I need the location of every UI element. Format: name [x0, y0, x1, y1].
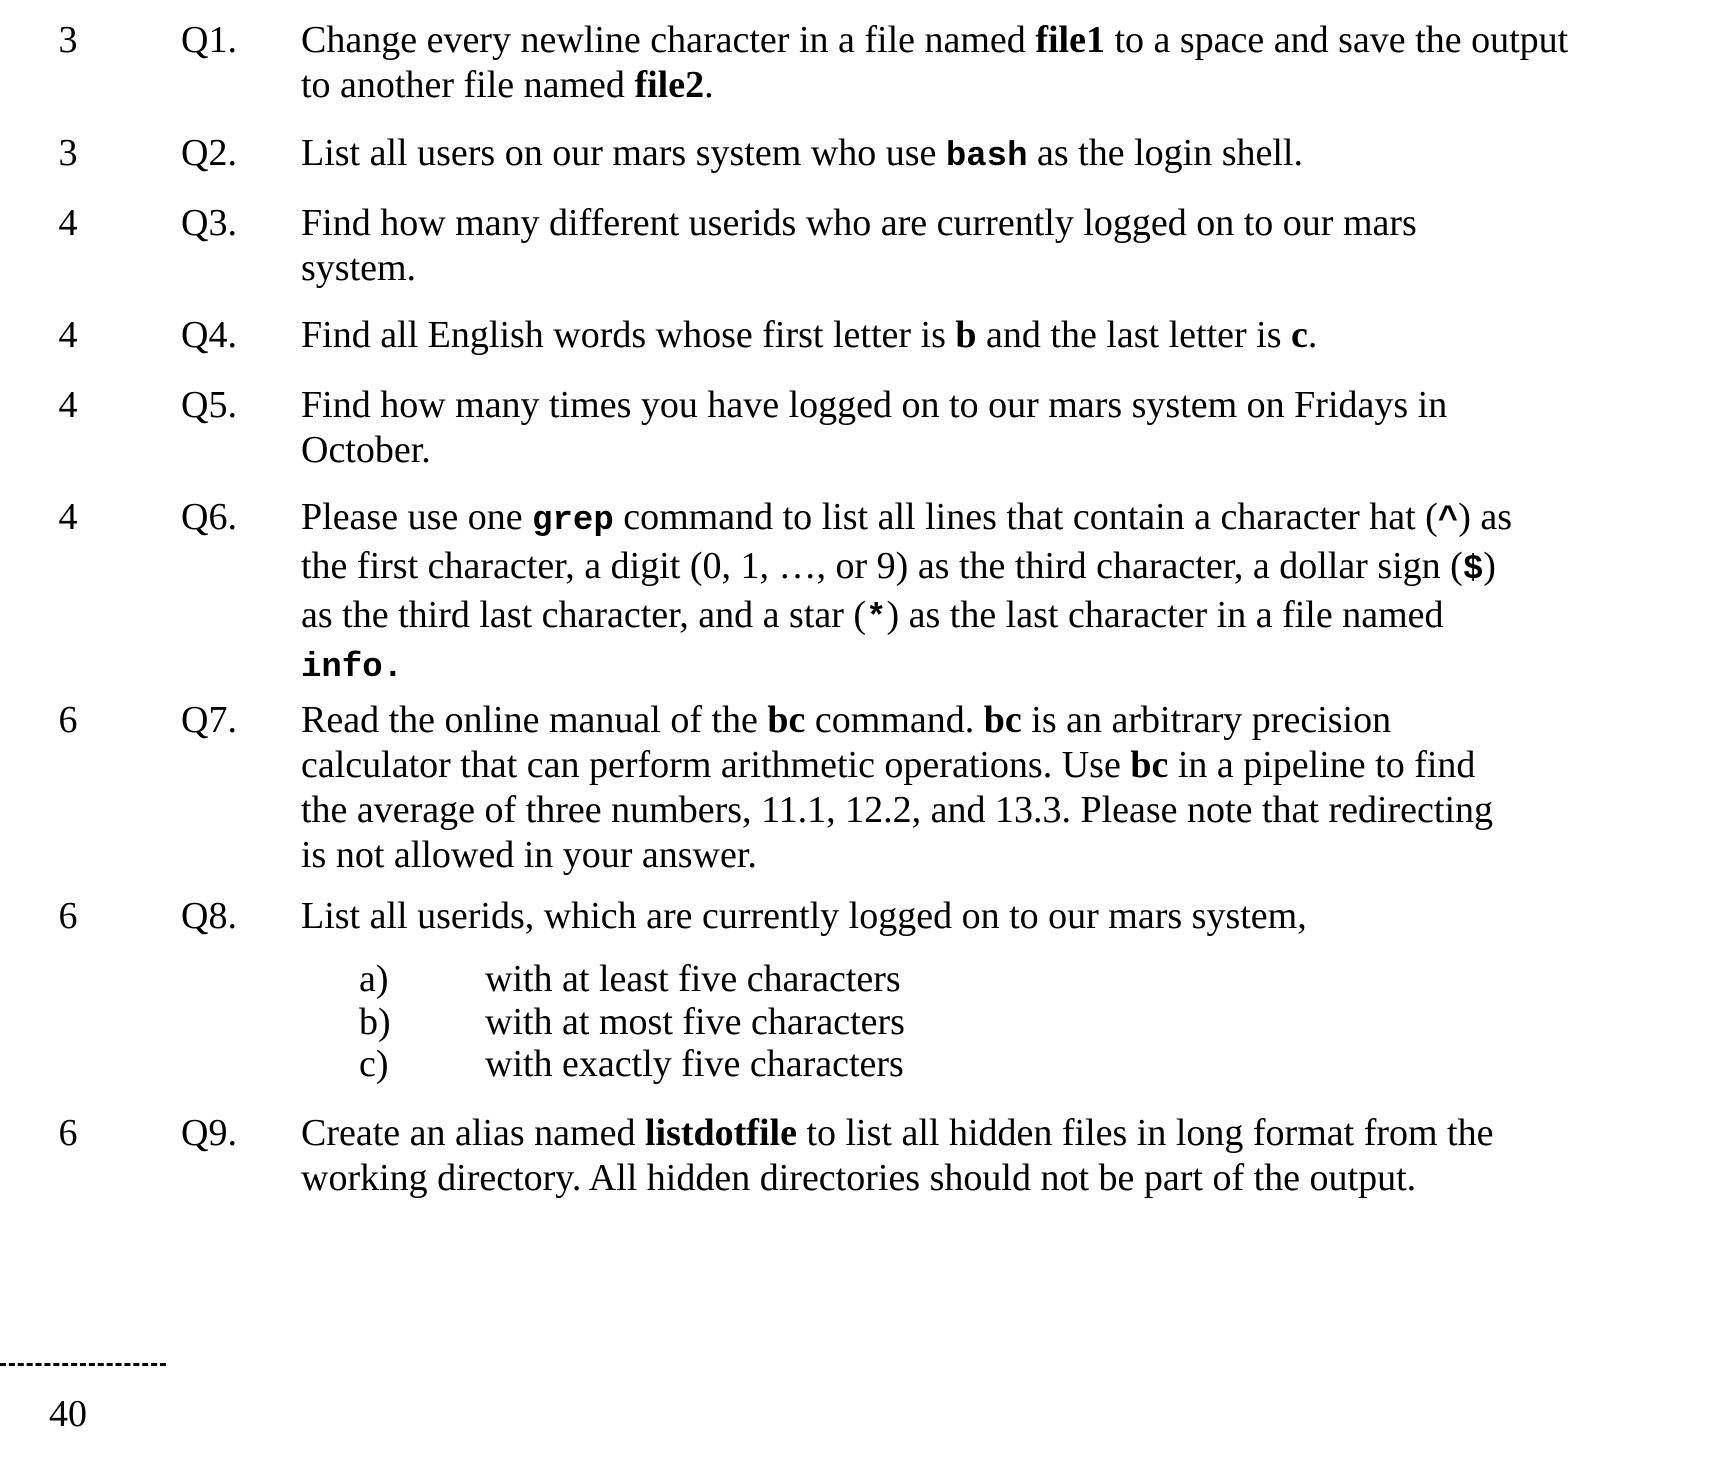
text-run: . [1307, 314, 1318, 356]
bold-term: file1 [1035, 19, 1105, 61]
text-run: working directory. All hidden directories should not be part of the output. [301, 1157, 1417, 1199]
text-run: to list all hidden files in long format from the [796, 1112, 1494, 1154]
question-text [301, 1111, 1701, 1201]
subitem-label: b) [359, 1001, 391, 1043]
bold-term: bc [983, 699, 1022, 741]
text-run: system. [301, 247, 417, 289]
text-run: List all users on our mars system who use [301, 132, 946, 174]
text-run: October. [301, 429, 431, 471]
text-run: Find how many different userids who are currently logged on to our mars [301, 202, 1417, 244]
points: 4 [58, 202, 78, 244]
points: 6 [58, 895, 78, 937]
code-term: * [866, 600, 887, 638]
question-text [301, 698, 1701, 878]
bold-term: c [1291, 314, 1308, 356]
text-run: command. [805, 699, 984, 741]
text-run: calculator that can perform arithmetic operations. Use [301, 744, 1131, 786]
question-text [301, 201, 1701, 291]
text-run: and the last letter is [976, 314, 1291, 356]
text-run: to a space and save the output [1104, 19, 1569, 61]
points: 3 [58, 19, 78, 61]
question-number: Q3. [181, 202, 237, 244]
text-run: Create an alias named [301, 1112, 645, 1154]
text-run: Find all English words whose first letter is [301, 314, 956, 356]
text-run: as the login shell. [1027, 132, 1303, 174]
text-run: Please use one [301, 496, 533, 538]
points: 6 [58, 699, 78, 741]
question-number: Q1. [181, 19, 237, 61]
question-number: Q6. [181, 496, 237, 538]
text-run: . [704, 64, 714, 106]
text-run: is not allowed in your answer. [301, 834, 757, 876]
text-run: ) as the last character in a file named [886, 594, 1444, 636]
text-run: Read the online manual of the [301, 699, 768, 741]
question-number: Q4. [181, 314, 237, 356]
points: 4 [58, 314, 78, 356]
text-run: as the third last character, and a star ( [301, 594, 867, 636]
question-text [301, 495, 1701, 691]
text-run: command to list all lines that contain a character hat ( [613, 496, 1438, 538]
question-number: Q9. [181, 1112, 237, 1154]
code-term: bash [945, 138, 1028, 176]
code-term: info. [301, 649, 404, 687]
code-term: $ [1462, 551, 1484, 589]
text-run: is an arbitrary precision [1021, 699, 1392, 741]
subitem-text: with at most five characters [485, 1001, 905, 1043]
text-run: the average of three numbers, 11.1, 12.2, and 13.3. Please note that redirecting [301, 789, 1494, 831]
text-run: ) as [1458, 496, 1513, 538]
bold-term: listdotfile [644, 1112, 797, 1154]
total-divider [0, 1363, 166, 1366]
points: 3 [58, 132, 78, 174]
text-run: List all userids, which are currently logged on to our mars system, [301, 895, 1307, 937]
bold-term: b [955, 314, 977, 356]
question-number: Q7. [181, 699, 237, 741]
text-run: Find how many times you have logged on to our mars system on Fridays in [301, 384, 1448, 426]
points: 4 [58, 496, 78, 538]
question-text [301, 18, 1701, 108]
text-run: Change every newline character in a file named [301, 19, 1036, 61]
subitem-text: with exactly five characters [485, 1043, 904, 1085]
text-run: in a pipeline to find [1168, 744, 1476, 786]
text-run: to another file named [301, 64, 635, 106]
question-text [301, 313, 1701, 358]
question-number: Q8. [181, 895, 237, 937]
question-number: Q5. [181, 384, 237, 426]
bold-term: file2 [634, 64, 705, 106]
subitem-label: a) [359, 958, 389, 1000]
subitem-label: c) [359, 1043, 389, 1085]
points: 4 [58, 384, 78, 426]
question-text [301, 383, 1701, 473]
total-points: 40 [49, 1393, 87, 1435]
bold-term: bc [1130, 744, 1169, 786]
question-text [301, 894, 1701, 939]
points: 6 [58, 1112, 78, 1154]
code-term: ^ [1437, 502, 1459, 540]
question-text [301, 131, 1701, 180]
bold-term: bc [767, 699, 806, 741]
code-term: grep [532, 502, 614, 540]
question-number: Q2. [181, 132, 237, 174]
text-run: the first character, a digit (0, 1, …, or 9) as the third character, a dollar sign ( [301, 545, 1463, 587]
text-run: ) [1483, 545, 1496, 587]
subitem-text: with at least five characters [485, 958, 901, 1000]
